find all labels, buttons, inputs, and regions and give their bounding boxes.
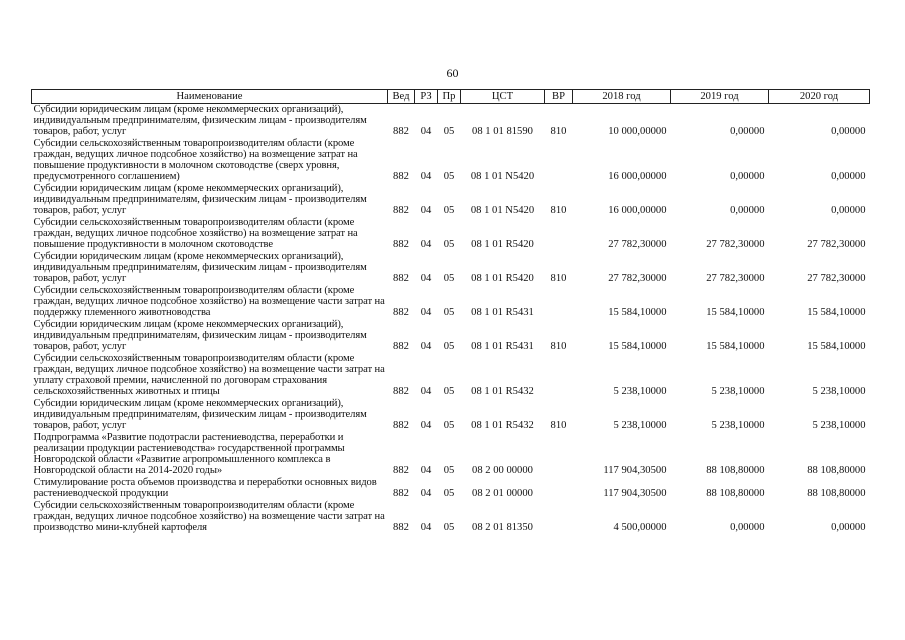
row-rz-cell: 04 xyxy=(420,273,432,284)
row-2018-amount: 27 782,30000 xyxy=(608,239,667,250)
table-row xyxy=(32,251,870,285)
row-2019-amount: 88 108,80000 xyxy=(706,488,765,499)
row-rz-cell: 04 xyxy=(420,488,432,499)
row-pr-cell: 05 xyxy=(443,239,455,250)
row-rz-cell: 04 xyxy=(420,205,432,216)
row-cst-cell: 08 1 01 N5420 xyxy=(470,171,535,182)
row-2020-amount: 27 782,30000 xyxy=(807,239,866,250)
row-name-cell: Субсидии сельскохозяйственным товаропроизводителям области (кроме граждан, ведущих личное подсобное хозяйство) на возмещение затрат на повышение продуктивности в молочном скотоводстве xyxy=(33,217,358,250)
row-2019-amount: 27 782,30000 xyxy=(706,239,765,250)
row-2019-amount: 0,00000 xyxy=(730,205,765,216)
row-2018-amount: 5 238,10000 xyxy=(613,386,667,397)
table-row xyxy=(32,183,870,217)
row-cst-cell: 08 1 01 R5431 xyxy=(471,341,534,352)
row-2018-amount: 5 238,10000 xyxy=(613,420,667,431)
row-2020-amount: 15 584,10000 xyxy=(807,307,866,318)
row-2019-amount: 88 108,80000 xyxy=(706,465,765,476)
row-2019-amount: 5 238,10000 xyxy=(711,420,765,431)
col-header-rz: РЗ xyxy=(415,90,438,104)
col-header-2018: 2018 год xyxy=(573,90,671,104)
table-row xyxy=(32,398,870,432)
table-row xyxy=(32,500,870,534)
row-2019-amount: 27 782,30000 xyxy=(706,273,765,284)
row-name-cell: Субсидии сельскохозяйственным товаропроизводителям области (кроме граждан, ведущих личное подсобное хозяйство) на возмещение части затрат на поддержку племенного животноводства xyxy=(33,285,385,318)
table-row xyxy=(32,104,870,139)
row-2019-amount: 0,00000 xyxy=(730,126,765,137)
row-rz-cell: 04 xyxy=(420,465,432,476)
table-row xyxy=(32,319,870,353)
table-row xyxy=(32,285,870,319)
row-rz-cell: 04 xyxy=(420,239,432,250)
row-rz-cell: 04 xyxy=(420,420,432,431)
row-pr-cell: 05 xyxy=(443,126,455,137)
row-2019-amount: 0,00000 xyxy=(730,522,765,533)
row-name-cell: Субсидии юридическим лицам (кроме некоммерческих организаций), индивидуальным предпринимателям, физическим лицам - производителям товаров, работ, услуг xyxy=(33,398,367,431)
row-name-cell: Субсидии юридическим лицам (кроме некоммерческих организаций), индивидуальным предпринимателям, физическим лицам - производителям товаров, работ, услуг xyxy=(33,104,367,137)
table-row xyxy=(32,353,870,398)
row-2019-amount: 15 584,10000 xyxy=(706,307,765,318)
row-2018-amount: 27 782,30000 xyxy=(608,273,667,284)
col-header-pr: Пр xyxy=(438,90,461,104)
row-ved-cell: 882 xyxy=(393,488,409,499)
row-2020-amount: 5 238,10000 xyxy=(812,420,866,431)
row-name-cell: Стимулирование роста объемов производства и переработки основных видов растениеводческой продукции xyxy=(33,477,377,499)
row-rz-cell: 04 xyxy=(420,522,432,533)
row-2020-amount: 0,00000 xyxy=(831,126,866,137)
table-row xyxy=(32,138,870,183)
col-header-ved: Вед xyxy=(388,90,415,104)
row-pr-cell: 05 xyxy=(443,171,455,182)
row-cst-cell: 08 1 01 R5420 xyxy=(471,273,534,284)
row-pr-cell: 05 xyxy=(443,386,455,397)
row-pr-cell: 05 xyxy=(443,341,455,352)
row-2020-amount: 0,00000 xyxy=(831,171,866,182)
col-header-cst: ЦСТ xyxy=(461,90,545,104)
row-pr-cell: 05 xyxy=(443,465,455,476)
row-ved-cell: 882 xyxy=(393,239,409,250)
row-2018-amount: 16 000,00000 xyxy=(608,171,667,182)
row-vr-cell xyxy=(545,477,573,500)
table-header-row xyxy=(32,90,870,104)
row-vr-cell: 810 xyxy=(550,341,567,352)
row-ved-cell: 882 xyxy=(393,171,409,182)
table-row xyxy=(32,217,870,251)
row-2018-amount: 10 000,00000 xyxy=(608,126,667,137)
col-header-vr: ВР xyxy=(545,90,573,104)
row-name-cell: Субсидии юридическим лицам (кроме некоммерческих организаций), индивидуальным предпринимателям, физическим лицам - производителям товаров, работ, услуг xyxy=(33,183,367,216)
row-ved-cell: 882 xyxy=(393,273,409,284)
row-vr-cell xyxy=(545,500,573,534)
row-vr-cell: 810 xyxy=(550,273,567,284)
row-pr-cell: 05 xyxy=(443,307,455,318)
row-2020-amount: 5 238,10000 xyxy=(812,386,866,397)
row-2020-amount: 0,00000 xyxy=(831,205,866,216)
row-2020-amount: 0,00000 xyxy=(831,522,866,533)
row-vr-cell xyxy=(545,285,573,319)
row-vr-cell: 810 xyxy=(550,205,567,216)
table-row xyxy=(32,432,870,477)
row-rz-cell: 04 xyxy=(420,307,432,318)
row-rz-cell: 04 xyxy=(420,126,432,137)
col-header-2020: 2020 год xyxy=(769,90,870,104)
col-header-name: Наименование xyxy=(32,90,388,104)
col-header-2019: 2019 год xyxy=(671,90,769,104)
row-2019-amount: 5 238,10000 xyxy=(711,386,765,397)
row-cst-cell: 08 1 01 R5432 xyxy=(471,386,534,397)
row-vr-cell: 810 xyxy=(550,420,567,431)
row-cst-cell: 08 2 01 81350 xyxy=(472,522,533,533)
row-pr-cell: 05 xyxy=(443,420,455,431)
budget-table xyxy=(31,89,870,534)
row-2018-amount: 117 904,30500 xyxy=(603,465,667,476)
row-2018-amount: 117 904,30500 xyxy=(603,488,667,499)
row-rz-cell: 04 xyxy=(420,341,432,352)
row-pr-cell: 05 xyxy=(443,522,455,533)
row-name-cell: Субсидии сельскохозяйственным товаропроизводителям области (кроме граждан, ведущих личное подсобное хозяйство) на возмещение затрат на повышение продуктивности в молочном скотоводстве (сверх уровня, предусмотренного соглашением) xyxy=(33,138,358,182)
row-pr-cell: 05 xyxy=(443,273,455,284)
table-row xyxy=(32,477,870,500)
row-ved-cell: 882 xyxy=(393,420,409,431)
row-ved-cell: 882 xyxy=(393,465,409,476)
table-body xyxy=(32,104,870,535)
row-ved-cell: 882 xyxy=(393,205,409,216)
row-2018-amount: 4 500,00000 xyxy=(613,522,667,533)
row-cst-cell: 08 1 01 R5431 xyxy=(471,307,534,318)
page-number: 60 xyxy=(446,66,459,80)
row-2020-amount: 15 584,10000 xyxy=(807,341,866,352)
row-cst-cell: 08 1 01 81590 xyxy=(472,126,533,137)
row-ved-cell: 882 xyxy=(393,386,409,397)
row-pr-cell: 05 xyxy=(443,205,455,216)
row-name-cell: Подпрограмма «Развитие подотрасли растениеводства, переработки и реализации продукции растениеводства» государственной программы Новгородской области «Развитие агропромышленного комплекса в Новгородской области на 2014-2020 годы» xyxy=(33,432,345,476)
row-2019-amount: 0,00000 xyxy=(730,171,765,182)
row-2019-amount: 15 584,10000 xyxy=(706,341,765,352)
row-2020-amount: 27 782,30000 xyxy=(807,273,866,284)
row-cst-cell: 08 2 01 00000 xyxy=(472,488,533,499)
row-ved-cell: 882 xyxy=(393,522,409,533)
row-cst-cell: 08 2 00 00000 xyxy=(472,465,533,476)
row-name-cell: Субсидии юридическим лицам (кроме некоммерческих организаций), индивидуальным предпринимателям, физическим лицам - производителям товаров, работ, услуг xyxy=(33,319,367,352)
row-2018-amount: 15 584,10000 xyxy=(608,341,667,352)
row-vr-cell xyxy=(545,432,573,477)
row-name-cell: Субсидии юридическим лицам (кроме некоммерческих организаций), индивидуальным предпринимателям, физическим лицам - производителям товаров, работ, услуг xyxy=(33,251,367,284)
row-vr-cell xyxy=(545,217,573,251)
row-ved-cell: 882 xyxy=(393,307,409,318)
row-rz-cell: 04 xyxy=(420,386,432,397)
row-2018-amount: 16 000,00000 xyxy=(608,205,667,216)
row-name-cell: Субсидии сельскохозяйственным товаропроизводителям области (кроме граждан, ведущих личное подсобное хозяйство) на возмещение части затрат на производство мини-клубней картофеля xyxy=(33,500,385,533)
row-2020-amount: 88 108,80000 xyxy=(807,465,866,476)
row-ved-cell: 882 xyxy=(393,126,409,137)
row-pr-cell: 05 xyxy=(443,488,455,499)
row-cst-cell: 08 1 01 R5432 xyxy=(471,420,534,431)
row-name-cell: Субсидии сельскохозяйственным товаропроизводителям области (кроме граждан, ведущих личное подсобное хозяйство) на возмещение части затрат на уплату страховой премии, начисленной по договорам страхования сельскохозяйственных животных и птицы xyxy=(33,353,385,397)
row-vr-cell xyxy=(545,138,573,183)
row-cst-cell: 08 1 01 R5420 xyxy=(471,239,534,250)
row-vr-cell: 810 xyxy=(550,126,567,137)
row-rz-cell: 04 xyxy=(420,171,432,182)
row-cst-cell: 08 1 01 N5420 xyxy=(470,205,535,216)
row-2018-amount: 15 584,10000 xyxy=(608,307,667,318)
row-ved-cell: 882 xyxy=(393,341,409,352)
row-2020-amount: 88 108,80000 xyxy=(807,488,866,499)
row-vr-cell xyxy=(545,353,573,398)
